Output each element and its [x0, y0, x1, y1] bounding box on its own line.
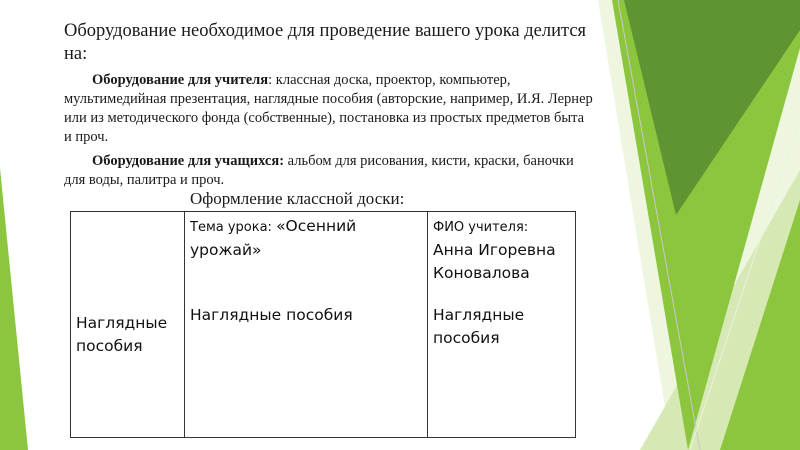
- fio-label: ФИО учителя:: [433, 220, 529, 235]
- left-green-wedge: [0, 168, 28, 450]
- student-equipment-text: альбом для рисования, кисти, краски, баночки для воды, палитра и проч.: [64, 153, 574, 188]
- board-title: Оформление классной доски:: [190, 189, 405, 208]
- heading: Оборудование необходимое для проведение вашего урока делится на:: [64, 21, 587, 64]
- board-cell-center: [185, 212, 428, 438]
- teacher-equipment-label: Оборудование для учителя: [92, 72, 269, 88]
- table-row: [71, 212, 576, 438]
- center-visual-aids: Наглядные пособия: [190, 306, 353, 324]
- student-equipment-label: Оборудование для учащихся:: [92, 153, 285, 169]
- topic-value: «Осенний урожай»: [190, 217, 357, 259]
- right-visual-aids: Наглядные пособия: [433, 306, 525, 347]
- fio-value: Анна Игоревна Коновалова: [433, 241, 556, 282]
- topic-label: Тема урока:: [190, 220, 277, 235]
- content-text: [64, 20, 594, 190]
- student-equipment-paragraph: [64, 152, 594, 190]
- board-layout-table: [70, 211, 576, 438]
- board-cell-left: [71, 212, 185, 438]
- board-cell-right: [428, 212, 576, 438]
- teacher-equipment-paragraph: [64, 71, 594, 147]
- left-visual-aids: Наглядные пособия: [76, 314, 168, 355]
- teacher-equipment-text: : классная доска, проектор, компьютер, мультимедийная презентация, наглядные пособия (авторские, например, И.Я. Лернер или из методического фонда (собственные), постановка из простых предметов быта и проч.: [64, 72, 593, 145]
